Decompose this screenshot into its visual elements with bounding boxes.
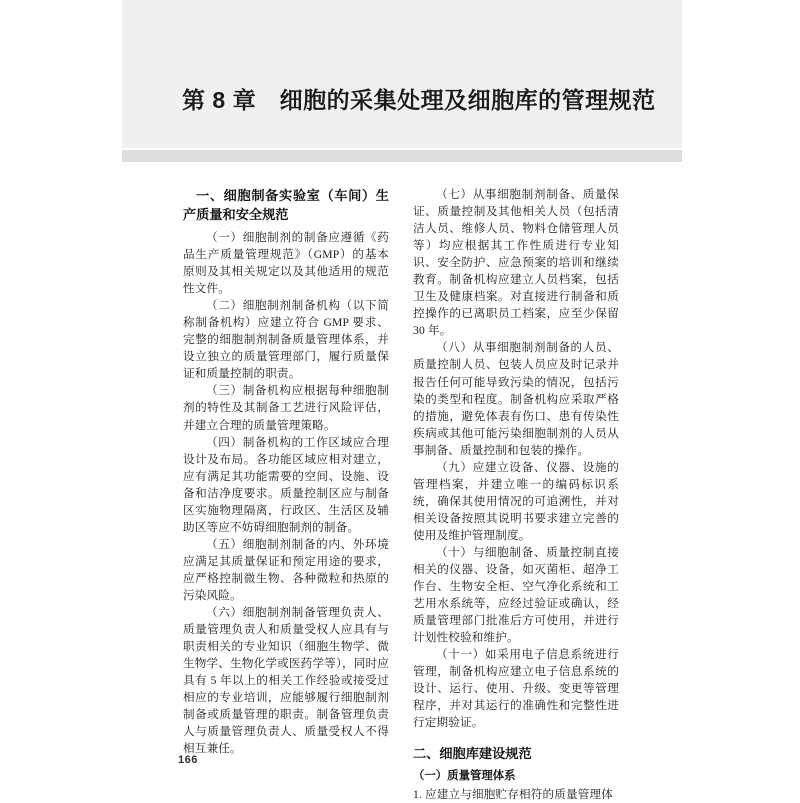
chapter-title: 第 8 章 细胞的采集处理及细胞库的管理规范 xyxy=(182,87,656,113)
subsection-heading: （一）质量管理体系 xyxy=(413,769,516,782)
section-heading-1: 一、细胞制备实验室（车间）生产质量和安全规范 xyxy=(183,188,389,222)
section-spacer xyxy=(413,732,619,744)
chapter-title-band xyxy=(122,0,682,148)
paragraph: （四）制备机构的工作区域应合理设计及布局。各功能区域应相对建立，应有满足其功能需要的空间、设施、设备和洁净度要求。质量控制区应与制备区实施物理隔离，行政区、生活区及辅助区等应不妨碍细胞制剂的制备。 xyxy=(183,435,389,534)
paragraph: 1. 应建立与细胞贮存相符的质量管理体 xyxy=(413,787,613,801)
paragraph: （八）从事细胞制剂制备的人员、质量控制人员、包装人员应及时记录并报告任何可能导致污染的情况，包括污染的类型和程度。制备机构应采取严格的措施，避免体表有伤口、患有传染性疾病或其他可能污染细胞制剂的人员从事制备、质量控制和包装的操作。 xyxy=(413,341,619,457)
paragraph: （五）细胞制剂制备的内、外环境应满足其质量保证和预定用途的要求，应严格控制微生物、各种微粒和热原的污染风险。 xyxy=(183,537,389,602)
paragraph: （九）应建立设备、仪器、设施的管理档案，并建立唯一的编码标识系统，确保其使用情况的可追溯性，并对相关设备按照其说明书要求建立完善的使用及维护管理制度。 xyxy=(413,460,619,542)
paragraph: （七）从事细胞制剂制备、质量保证、质量控制及其他相关人员（包括清洁人员、维修人员、物料仓储管理人员等）均应根据其工作性质进行专业知识、安全防护、应急预案的培训和继续教育。制备机构应建立人员档案，包括卫生及健康档案。对直接进行制备和质控操作的已离职员工档案，应至少保留 30 年。 xyxy=(413,188,619,338)
left-column xyxy=(183,186,389,756)
page-number: 166 xyxy=(178,754,198,766)
paragraph: （二）细胞制剂制备机构（以下简称制备机构）应建立符合 GMP 要求、完整的细胞制剂制备质量管理体系，并设立独立的质量管理部门，履行质量保证和质量控制的职责。 xyxy=(183,299,389,381)
chapter-title-band-shadow xyxy=(122,150,682,162)
paragraph: （十）与细胞制备、质量控制直接相关的仪器、设备，如灭菌柜、超净工作台、生物安全柜、空气净化系统和工艺用水系统等，应经过验证或确认，经质量管理部门批准后方可使用，并进行计划性校验和维护。 xyxy=(413,545,619,645)
paragraph: （六）细胞制剂制备管理负责人、质量管理负责人和质量受权人应具有与职责相关的专业知识（细胞生物学、微生物学、生物化学或医药学等），同时应具有 5 年以上的相关工作经验或接受过相应的专业培训，应能够履行细胞制剂制备或质量管理的职责。制备管理负责人与质量管理负责人、质量受权人不得相互兼任。 xyxy=(183,606,389,756)
paragraph: （三）制备机构应根据每种细胞制剂的特性及其制备工艺进行风险评估，并建立合理的质量管理策略。 xyxy=(183,384,389,432)
paragraph: （一）细胞制剂的制备应遵循《药品生产质量管理规范》（GMP）的基本原则及其相关规定以及其他适用的规范性文件。 xyxy=(183,231,389,296)
section-heading-2: 二、细胞库建设规范 xyxy=(413,745,532,761)
right-column xyxy=(413,186,619,801)
paragraph: （十一）如采用电子信息系统进行管理，制备机构应建立电子信息系统的设计、运行、使用、升级、变更等管理程序，并对其运行的准确性和完整性进行定期验证。 xyxy=(413,648,619,730)
